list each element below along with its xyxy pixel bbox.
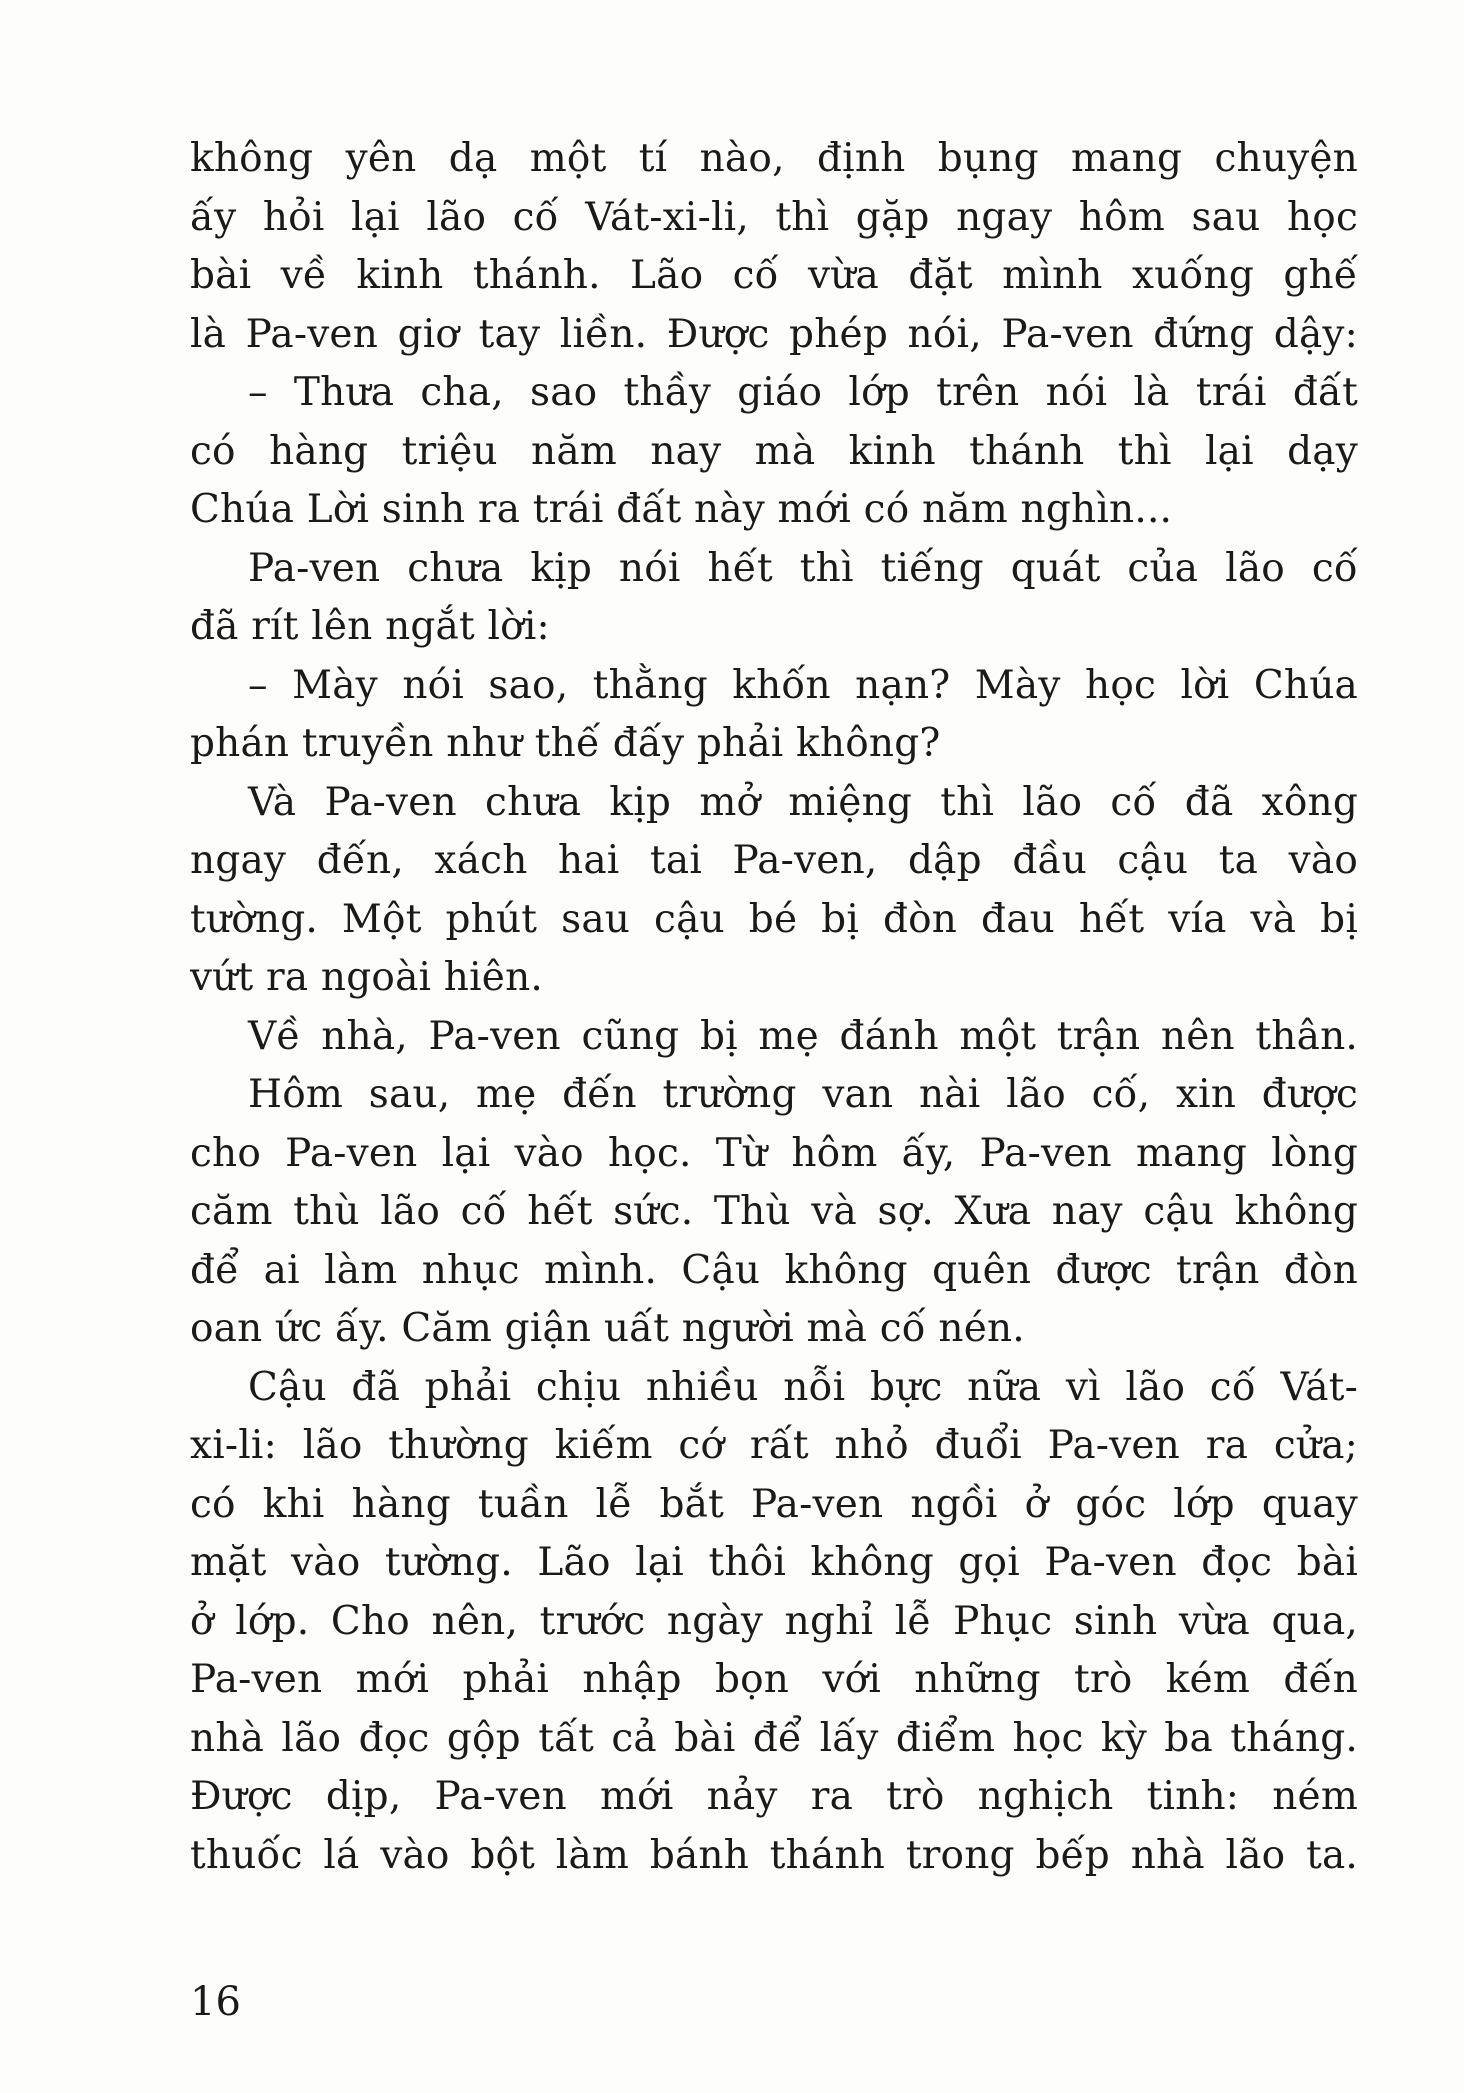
text-line: mặt vào tường. Lão lại thôi không gọi Pa-ven đọc bài [190, 1540, 1358, 1585]
text-line: thuốc lá vào bột làm bánh thánh trong bếp nhà lão ta. [190, 1832, 1358, 1878]
page-body [190, 130, 1358, 1885]
text-line: Chúa Lời sinh ra trái đất này mới có năm nghìn... [190, 487, 1173, 532]
text-line: Cậu đã phải chịu nhiều nỗi bực nữa vì lão cố Vát- [248, 1364, 1358, 1410]
text-line: phán truyền như thế đấy phải không? [190, 721, 941, 766]
text-line: Được dịp, Pa-ven mới nảy ra trò nghịch tinh: ném [190, 1774, 1358, 1819]
text-line: đã rít lên ngắt lời: [190, 604, 550, 649]
text-line: – Mày nói sao, thằng khốn nạn? Mày học lời Chúa [248, 662, 1358, 708]
text-line: Hôm sau, mẹ đến trường van nài lão cố, xin được [248, 1072, 1358, 1117]
text-line: ở lớp. Cho nên, trước ngày nghỉ lễ Phục sinh vừa qua, [190, 1598, 1358, 1644]
text-line: cho Pa-ven lại vào học. Từ hôm ấy, Pa-ven mang lòng [190, 1130, 1358, 1176]
text-line: nhà lão đọc gộp tất cả bài để lấy điểm học kỳ ba tháng. [190, 1715, 1358, 1761]
text-line: oan ức ấy. Căm giận uất người mà cố nén. [190, 1306, 1025, 1351]
text-line: tường. Một phút sau cậu bé bị đòn đau hết vía và bị [190, 896, 1358, 942]
text-line: xi-li: lão thường kiếm cớ rất nhỏ đuổi Pa-ven ra cửa; [190, 1423, 1358, 1468]
text-line: Và Pa-ven chưa kịp mở miệng thì lão cố đã xông [248, 779, 1358, 825]
text-line: – Thưa cha, sao thầy giáo lớp trên nói là trái đất [248, 370, 1358, 415]
text-line: ngay đến, xách hai tai Pa-ven, dập đầu cậu ta vào [190, 838, 1358, 883]
text-line: có khi hàng tuần lễ bắt Pa-ven ngồi ở góc lớp quay [190, 1481, 1358, 1527]
text-line: vứt ra ngoài hiên. [190, 955, 543, 1000]
text-line: Về nhà, Pa-ven cũng bị mẹ đánh một trận nên thân. [248, 1013, 1358, 1059]
text-line: bài về kinh thánh. Lão cố vừa đặt mình xuống ghế [190, 253, 1358, 298]
text-line: để ai làm nhục mình. Cậu không quên được trận đòn [190, 1247, 1358, 1293]
text-line: có hàng triệu năm nay mà kinh thánh thì lại dạy [190, 428, 1358, 474]
text-line: căm thù lão cố hết sức. Thù và sợ. Xưa nay cậu không [190, 1189, 1358, 1234]
text-line: Pa-ven chưa kịp nói hết thì tiếng quát của lão cố [248, 545, 1358, 591]
text-line: Pa-ven mới phải nhập bọn với những trò kém đến [190, 1657, 1358, 1702]
page-number: 16 [190, 1979, 241, 2025]
text-line: không yên dạ một tí nào, định bụng mang chuyện [190, 136, 1358, 181]
text-line: ấy hỏi lại lão cố Vát-xi-li, thì gặp ngay hôm sau học [190, 194, 1358, 240]
text-line: là Pa-ven giơ tay liền. Được phép nói, Pa-ven đứng dậy: [190, 311, 1358, 357]
